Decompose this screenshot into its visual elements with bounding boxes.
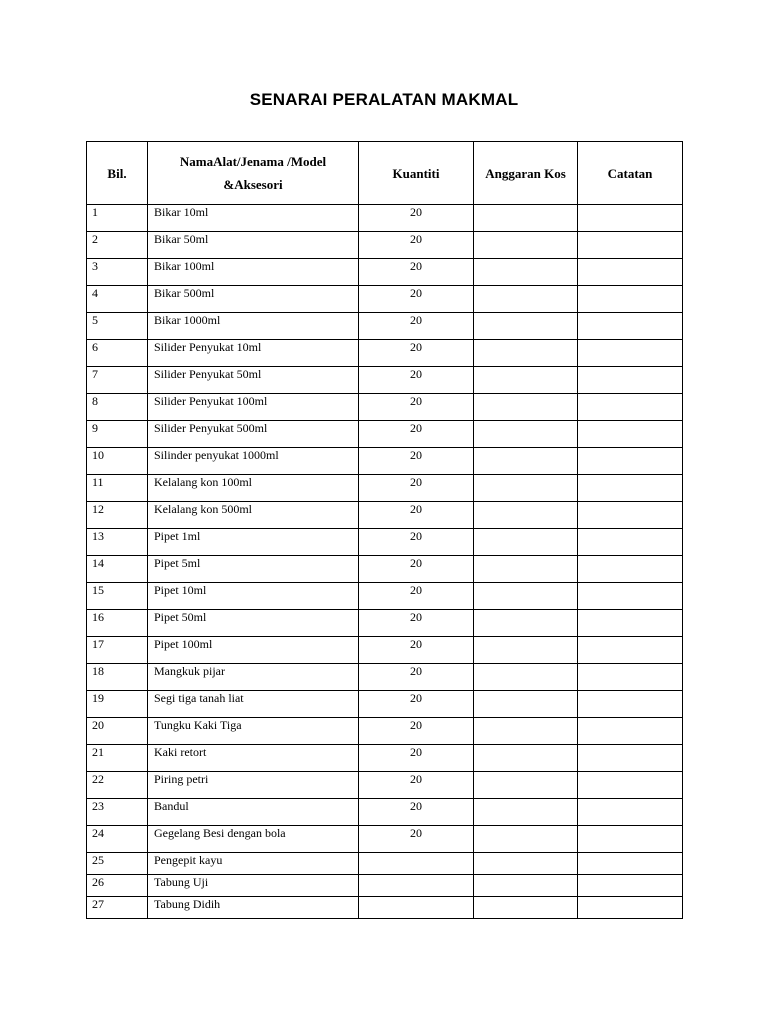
kuantiti-cell xyxy=(359,875,474,897)
nama-cell: Silinder penyukat 1000ml xyxy=(148,448,359,475)
nama-cell: Silider Penyukat 50ml xyxy=(148,367,359,394)
catatan-cell xyxy=(578,556,683,583)
kuantiti-cell: 20 xyxy=(359,286,474,313)
anggaran-kos-cell xyxy=(474,313,578,340)
catatan-cell xyxy=(578,475,683,502)
table-row xyxy=(87,799,683,826)
nama-cell: Bikar 500ml xyxy=(148,286,359,313)
bil-cell: 11 xyxy=(87,475,148,502)
bil-cell: 19 xyxy=(87,691,148,718)
equipment-table xyxy=(86,141,683,919)
anggaran-kos-cell xyxy=(474,718,578,745)
anggaran-kos-cell xyxy=(474,259,578,286)
bil-cell: 18 xyxy=(87,664,148,691)
catatan-cell xyxy=(578,637,683,664)
bil-cell: 3 xyxy=(87,259,148,286)
table-row xyxy=(87,637,683,664)
page-title: SENARAI PERALATAN MAKMAL xyxy=(249,90,519,109)
anggaran-kos-cell xyxy=(474,853,578,875)
nama-cell: Silider Penyukat 10ml xyxy=(148,340,359,367)
anggaran-kos-cell xyxy=(474,421,578,448)
anggaran-kos-cell xyxy=(474,875,578,897)
anggaran-kos-cell xyxy=(474,475,578,502)
kuantiti-cell: 20 xyxy=(359,394,474,421)
table-row xyxy=(87,556,683,583)
catatan-cell xyxy=(578,799,683,826)
kuantiti-cell: 20 xyxy=(359,637,474,664)
table-row xyxy=(87,205,683,232)
kuantiti-cell: 20 xyxy=(359,799,474,826)
table-row xyxy=(87,313,683,340)
header-anggaran-kos: Anggaran Kos xyxy=(474,142,578,205)
bil-cell: 13 xyxy=(87,529,148,556)
header-kuantiti: Kuantiti xyxy=(359,142,474,205)
anggaran-kos-cell xyxy=(474,583,578,610)
catatan-cell xyxy=(578,897,683,919)
bil-cell: 27 xyxy=(87,897,148,919)
table-row xyxy=(87,232,683,259)
kuantiti-cell: 20 xyxy=(359,502,474,529)
table-row xyxy=(87,367,683,394)
kuantiti-cell: 20 xyxy=(359,448,474,475)
anggaran-kos-cell xyxy=(474,556,578,583)
bil-cell: 25 xyxy=(87,853,148,875)
catatan-cell xyxy=(578,313,683,340)
kuantiti-cell: 20 xyxy=(359,421,474,448)
nama-cell: Pipet 10ml xyxy=(148,583,359,610)
table-row xyxy=(87,340,683,367)
nama-cell: Gegelang Besi dengan bola xyxy=(148,826,359,853)
nama-cell: Silider Penyukat 500ml xyxy=(148,421,359,448)
anggaran-kos-cell xyxy=(474,448,578,475)
catatan-cell xyxy=(578,610,683,637)
table-row xyxy=(87,394,683,421)
nama-cell: Tabung Didih xyxy=(148,897,359,919)
catatan-cell xyxy=(578,286,683,313)
nama-cell: Pipet 1ml xyxy=(148,529,359,556)
catatan-cell xyxy=(578,340,683,367)
bil-cell: 5 xyxy=(87,313,148,340)
anggaran-kos-cell xyxy=(474,529,578,556)
bil-cell: 20 xyxy=(87,718,148,745)
nama-cell: Pipet 100ml xyxy=(148,637,359,664)
bil-cell: 10 xyxy=(87,448,148,475)
catatan-cell xyxy=(578,826,683,853)
kuantiti-cell: 20 xyxy=(359,205,474,232)
bil-cell: 9 xyxy=(87,421,148,448)
nama-cell: Tabung Uji xyxy=(148,875,359,897)
bil-cell: 8 xyxy=(87,394,148,421)
header-catatan: Catatan xyxy=(578,142,683,205)
nama-cell: Bikar 50ml xyxy=(148,232,359,259)
bil-cell: 14 xyxy=(87,556,148,583)
kuantiti-cell: 20 xyxy=(359,583,474,610)
catatan-cell xyxy=(578,664,683,691)
table-row xyxy=(87,286,683,313)
kuantiti-cell: 20 xyxy=(359,259,474,286)
nama-cell: Mangkuk pijar xyxy=(148,664,359,691)
catatan-cell xyxy=(578,529,683,556)
table-header-row xyxy=(87,142,683,205)
bil-cell: 16 xyxy=(87,610,148,637)
anggaran-kos-cell xyxy=(474,826,578,853)
anggaran-kos-cell xyxy=(474,610,578,637)
nama-cell: Kelalang kon 500ml xyxy=(148,502,359,529)
bil-cell: 22 xyxy=(87,772,148,799)
catatan-cell xyxy=(578,853,683,875)
kuantiti-cell: 20 xyxy=(359,664,474,691)
anggaran-kos-cell xyxy=(474,745,578,772)
header-bil: Bil. xyxy=(87,142,148,205)
catatan-cell xyxy=(578,502,683,529)
kuantiti-cell: 20 xyxy=(359,718,474,745)
kuantiti-cell: 20 xyxy=(359,232,474,259)
anggaran-kos-cell xyxy=(474,637,578,664)
kuantiti-cell xyxy=(359,853,474,875)
nama-cell: Pipet 5ml xyxy=(148,556,359,583)
nama-cell: Pengepit kayu xyxy=(148,853,359,875)
catatan-cell xyxy=(578,875,683,897)
kuantiti-cell: 20 xyxy=(359,826,474,853)
nama-cell: Kaki retort xyxy=(148,745,359,772)
bil-cell: 21 xyxy=(87,745,148,772)
table-row xyxy=(87,826,683,853)
table-row xyxy=(87,529,683,556)
nama-cell: Bikar 100ml xyxy=(148,259,359,286)
table-row xyxy=(87,853,683,875)
kuantiti-cell: 20 xyxy=(359,340,474,367)
table-row xyxy=(87,421,683,448)
kuantiti-cell: 20 xyxy=(359,529,474,556)
kuantiti-cell: 20 xyxy=(359,745,474,772)
anggaran-kos-cell xyxy=(474,897,578,919)
table-row xyxy=(87,897,683,919)
catatan-cell xyxy=(578,691,683,718)
catatan-cell xyxy=(578,745,683,772)
anggaran-kos-cell xyxy=(474,502,578,529)
table-row xyxy=(87,691,683,718)
bil-cell: 15 xyxy=(87,583,148,610)
table-row xyxy=(87,610,683,637)
nama-cell: Tungku Kaki Tiga xyxy=(148,718,359,745)
kuantiti-cell: 20 xyxy=(359,691,474,718)
catatan-cell xyxy=(578,259,683,286)
table-row xyxy=(87,502,683,529)
table-body xyxy=(87,205,683,919)
nama-cell: Bandul xyxy=(148,799,359,826)
kuantiti-cell: 20 xyxy=(359,556,474,583)
nama-cell: Bikar 1000ml xyxy=(148,313,359,340)
anggaran-kos-cell xyxy=(474,664,578,691)
nama-cell: Silider Penyukat 100ml xyxy=(148,394,359,421)
bil-cell: 17 xyxy=(87,637,148,664)
catatan-cell xyxy=(578,232,683,259)
nama-cell: Segi tiga tanah liat xyxy=(148,691,359,718)
nama-cell: Bikar 10ml xyxy=(148,205,359,232)
catatan-cell xyxy=(578,583,683,610)
table-row xyxy=(87,718,683,745)
anggaran-kos-cell xyxy=(474,394,578,421)
anggaran-kos-cell xyxy=(474,205,578,232)
bil-cell: 6 xyxy=(87,340,148,367)
table-row xyxy=(87,448,683,475)
nama-cell: Piring petri xyxy=(148,772,359,799)
kuantiti-cell: 20 xyxy=(359,313,474,340)
anggaran-kos-cell xyxy=(474,691,578,718)
anggaran-kos-cell xyxy=(474,367,578,394)
catatan-cell xyxy=(578,367,683,394)
anggaran-kos-cell xyxy=(474,340,578,367)
kuantiti-cell xyxy=(359,897,474,919)
kuantiti-cell: 20 xyxy=(359,475,474,502)
bil-cell: 4 xyxy=(87,286,148,313)
catatan-cell xyxy=(578,205,683,232)
catatan-cell xyxy=(578,448,683,475)
bil-cell: 2 xyxy=(87,232,148,259)
bil-cell: 7 xyxy=(87,367,148,394)
bil-cell: 23 xyxy=(87,799,148,826)
bil-cell: 24 xyxy=(87,826,148,853)
table-row xyxy=(87,875,683,897)
table-row xyxy=(87,664,683,691)
table-row xyxy=(87,583,683,610)
catatan-cell xyxy=(578,718,683,745)
nama-cell: Kelalang kon 100ml xyxy=(148,475,359,502)
header-nama-line1: NamaAlat/Jenama /Model xyxy=(179,154,327,169)
table-row xyxy=(87,259,683,286)
bil-cell: 12 xyxy=(87,502,148,529)
kuantiti-cell: 20 xyxy=(359,772,474,799)
table-row xyxy=(87,772,683,799)
catatan-cell xyxy=(578,772,683,799)
kuantiti-cell: 20 xyxy=(359,610,474,637)
kuantiti-cell: 20 xyxy=(359,367,474,394)
header-nama xyxy=(148,142,359,205)
catatan-cell xyxy=(578,394,683,421)
table-row xyxy=(87,745,683,772)
anggaran-kos-cell xyxy=(474,799,578,826)
nama-cell: Pipet 50ml xyxy=(148,610,359,637)
header-nama-line2: &Aksesori xyxy=(223,177,283,192)
catatan-cell xyxy=(578,421,683,448)
table-row xyxy=(87,475,683,502)
anggaran-kos-cell xyxy=(474,286,578,313)
bil-cell: 1 xyxy=(87,205,148,232)
anggaran-kos-cell xyxy=(474,232,578,259)
bil-cell: 26 xyxy=(87,875,148,897)
anggaran-kos-cell xyxy=(474,772,578,799)
